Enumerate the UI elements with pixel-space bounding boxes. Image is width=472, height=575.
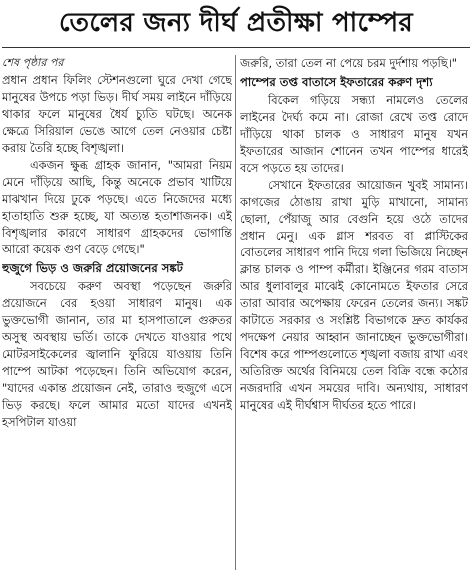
continued-label: শেষ পৃষ্ঠার পর (2, 56, 64, 69)
left-column (2, 55, 232, 572)
right-column (240, 55, 468, 572)
paragraph-5: সেখানে ইফতারের আয়োজন খুবই সামান্য। কাগজের ঠোঙায় রাখা মুড়ি মাখানো, সামান্য ছোলা, পেঁয়াজু আর বেগুনি হয়ে ওঠে তাদের প্রধান মেনু। এক গ্লাস শরবত বা প্লাস্টিকের বোতলের সাধারণ পানি দিয়ে গলা ভিজিয়ে নিচ্ছেন ক্লান্ত চালক ও পাম্প কর্মীরা। ইঞ্জিনের গরম বাতাস আর ধুলাবালুর মাঝেই কোনোমতে ইফতার সেরে তারা আবার অপেক্ষায় ফেরেন তেলের জন্য। সঙ্কট কাটাতে সরকার ও সংশ্লিষ্ট বিভাগকে দ্রুত কার্যকর পদক্ষেপ নেয়ার আহ্বান জানাচ্ছেন ভুক্তভোগীরা। বিশেষ করে পাম্পগুলোতে শৃঙ্খলা বজায় রাখা এবং অতিরিক্ত অর্থের বিনিময়ে তেল বিক্রি বন্ধে কঠোর নজরদারি এখন সময়ের দাবি। অন্যথায়, সাধারণ মানুষের এই দীর্ঘশ্বাস দীর্ঘতর হতে পারে। (240, 177, 468, 413)
paragraph-continued: জরুরি, তারা তেল না পেয়ে চরম দুর্দশায় পড়ছি।" (240, 56, 458, 70)
headline-rule (2, 47, 470, 48)
paragraph-2: একজন ক্ষুব্ধ গ্রাহক জানান, "আমরা নিয়ম মেনে দাঁড়িয়ে আছি, কিন্তু অনেকে প্রভাব খাটিয়ে মাঝখান দিয়ে ঢুকে পড়ছে। এতে নিজেদের মধ্যে হাতাহাতি শুরু হচ্ছে, যা অত্যন্ত হতাশাজনক। এই বিশৃঙ্খলার কারণে সাধারণ গ্রাহকদের ভোগান্তি আরো কয়েক গুণ বেড়ে গেছে।" (2, 157, 232, 257)
paragraph-1: প্রধান প্রধান ফিলিং স্টেশনগুলো ঘুরে দেখা গেছে মানুষের উপচে পড়া ভিড়। দীর্ঘ সময় লাইনে দাঁড়িয়ে থাকার ফলে মানুষের ধৈর্য চ্যুতি ঘটছে। অনেক ক্ষেত্রে সিরিয়াল ভেঙে আগে তেল নেওয়ার চেষ্টা করায় তৈরি হচ্ছে বিশৃঙ্খলা। (2, 72, 232, 155)
column-divider (235, 55, 236, 570)
subheading-iftar-scene: পাম্পের তপ্ত বাতাসে ইফতারের করুণ দৃশ্য (240, 74, 433, 89)
subheading-crowd-crisis: হুজুগে ভিড় ও জরুরি প্রয়োজনের সঙ্কট (2, 261, 184, 276)
headline: তেলের জন্য দীর্ঘ প্রতীক্ষা পাম্পের (59, 8, 413, 38)
paragraph-3: সবচেয়ে করুণ অবস্থা পড়েছেন জরুরি প্রয়োজনে বের হওয়া সাধারণ মানুষ। এক ভুক্তভোগী জানান, তার মা হাসপাতালে গুরুতর অসুস্থ অবস্থায় ভর্তি। তাকে দেখতে যাওয়ার পথে মোটরসাইকেলের জ্বালানি ফুরিয়ে যাওয়ায় তিনি পাম্পে আটকা পড়েছেন। তিনি অভিযোগ করেন, "যাদের একান্ত প্রয়োজন নেই, তারাও হুজুগে এসে ভিড় করছে। ফলে আমার মতো যাদের এখনই হসপিটাল যাওয়া (2, 279, 232, 430)
paragraph-4: বিকেল গড়িয়ে সন্ধ্যা নামলেও তেলের লাইনের দৈর্ঘ্য কমে না। রোজা রেখে তপ্ত রোদে দাঁড়িয়ে থাকা চালক ও সাধারণ মানুষ যখন ইফতারের আজান শোনেন তখন পাম্পের ধারেই বসে পড়তে হয় তাদের। (240, 92, 468, 175)
